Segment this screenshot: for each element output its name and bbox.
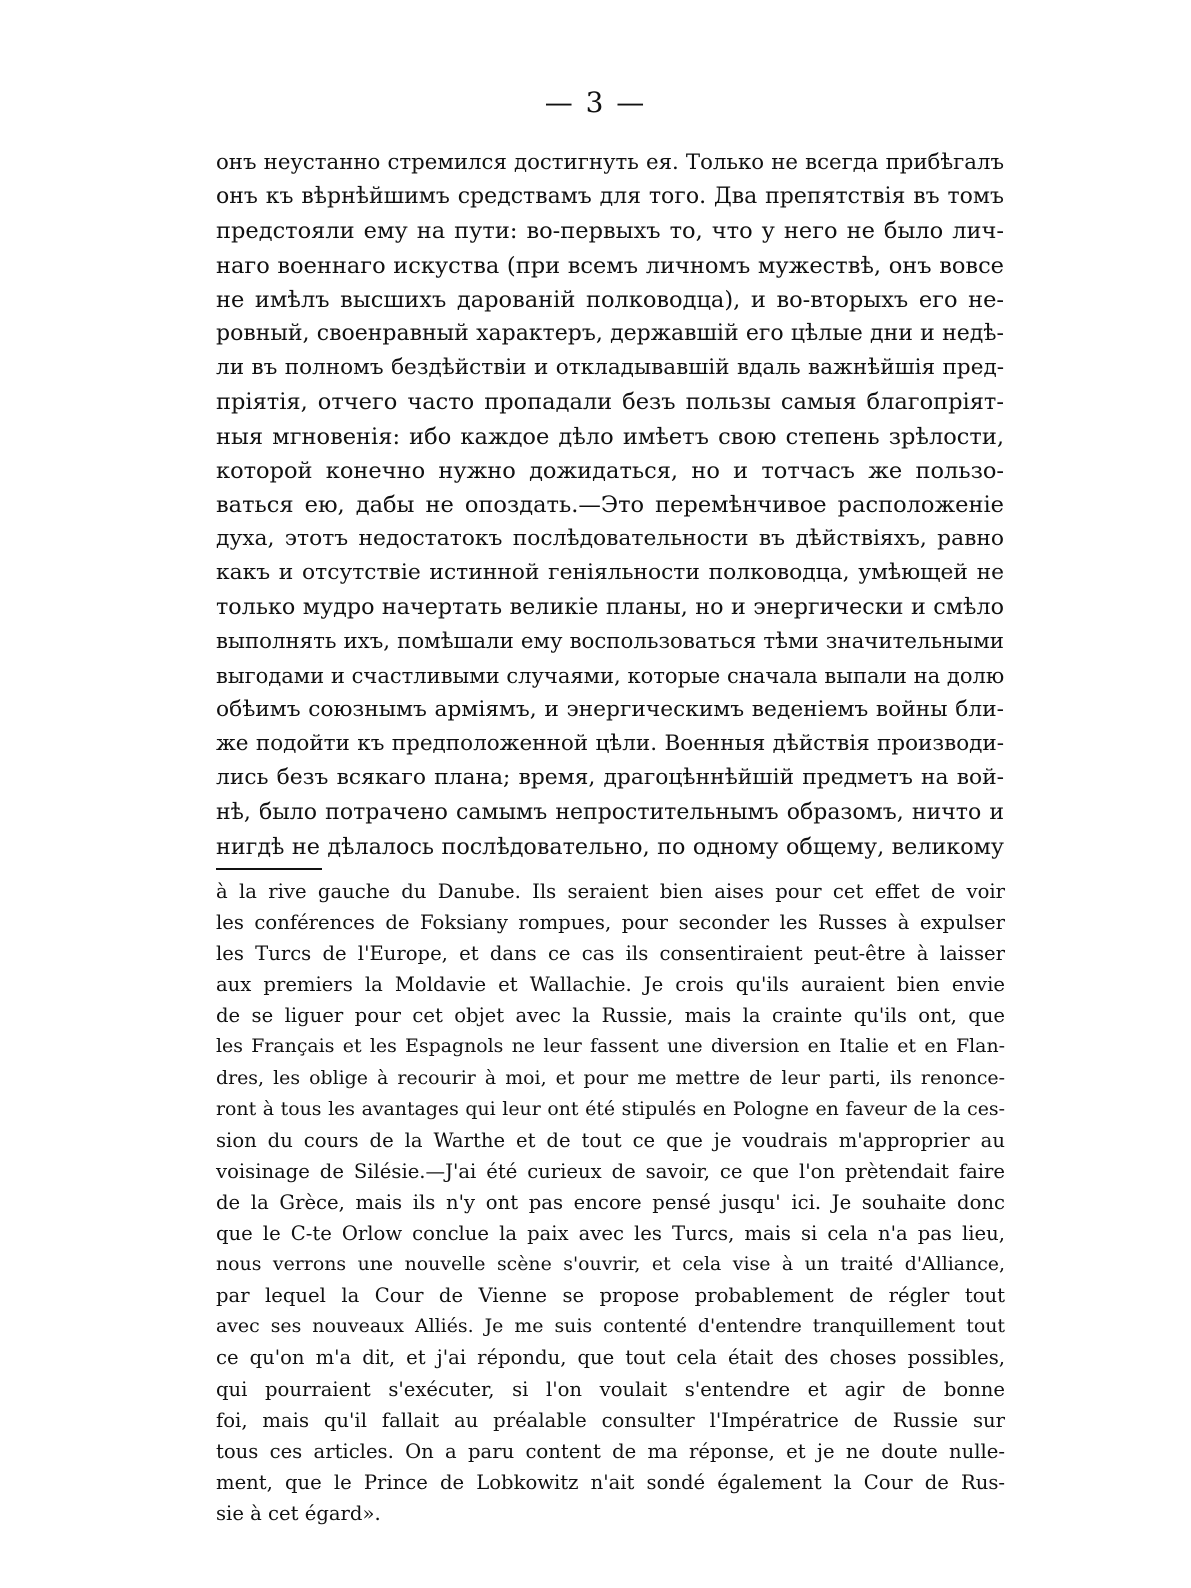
text-line: онъ къ вѣрнѣйшимъ средствамъ для того. Два препятствія въ томъ bbox=[216, 184, 1004, 210]
footnote-line: les conférences de Foksiany rompues, pour seconder les Russes à expulser bbox=[216, 911, 1005, 935]
text-line: пріятія, отчего часто пропадали безъ пользы самыя благопріят- bbox=[216, 389, 1004, 416]
text-line: ровный, своенравный характеръ, державшій его цѣлые дни и недѣ- bbox=[216, 320, 1004, 346]
footnote-line: par lequel la Cour de Vienne se propose probablement de régler tout bbox=[216, 1284, 1005, 1308]
footnote-line: qui pourraient s'exécuter, si l'on voulait s'entendre et agir de bonne bbox=[216, 1377, 1005, 1401]
page-number: — 3 — bbox=[544, 86, 647, 119]
footnote-line: sion du cours de la Warthe et de tout ce que je voudrais m'approprier au bbox=[216, 1128, 1005, 1152]
footnote-line: ce qu'on m'a dit, et j'ai répondu, que tout cela était des choses possibles, bbox=[216, 1346, 1005, 1370]
footnote-block bbox=[216, 876, 1005, 1529]
text-line: же подойти къ предположенной цѣли. Военныя дѣйствія производи- bbox=[216, 731, 1004, 757]
footnote-line: que le C-te Orlow conclue la paix avec les Turcs, mais si cela n'a pas lieu, bbox=[216, 1222, 1005, 1246]
text-line: какъ и отсутствіе истинной геніяльности полководца, умѣющей не bbox=[216, 560, 1004, 586]
text-line: ли въ полномъ бездѣйствіи и откладывавшій вдаль важнѣйшія пред- bbox=[216, 355, 1004, 381]
text-line: которой конечно нужно дожидаться, но и тотчасъ же пользо- bbox=[216, 457, 1004, 484]
text-line: наго военнаго искуства (при всемъ личномъ мужествѣ, онъ вовсе bbox=[216, 252, 1004, 279]
text-line: ныя мгновенія: ибо каждое дѣло имѣетъ свою степень зрѣлости, bbox=[216, 423, 1004, 450]
footnote-line: voisinage de Silésie.—J'ai été curieux de savoir, ce que l'on prètendait faire bbox=[216, 1159, 1005, 1183]
text-line: только мудро начертать великіе планы, но и энергически и смѣло bbox=[216, 594, 1004, 621]
text-line: выгодами и счастливыми случаями, которые сначала выпали на долю bbox=[216, 662, 1005, 688]
footnote-line: aux premiers la Moldavie et Wallachie. Je crois qu'ils auraient bien envie bbox=[216, 973, 1005, 997]
footnote-line: dres, les oblige à recourir à moi, et pour me mettre de leur parti, ils renonce- bbox=[216, 1066, 1005, 1089]
footnote-line: les Français et les Espagnols ne leur fassent une diversion en Italie et en Flan- bbox=[216, 1035, 1005, 1058]
footnote-line: foi, mais qu'il fallait au préalable consulter l'Impératrice de Russie sur bbox=[216, 1408, 1005, 1432]
main-text-block bbox=[216, 146, 1004, 864]
footnote-line: sie à cet égard». bbox=[216, 1501, 381, 1525]
footnote-line: tous ces articles. On a paru content de ma réponse, et je ne doute nulle- bbox=[216, 1439, 1005, 1463]
text-line: онъ неустанно стремился достигнуть ея. Только не всегда прибѣгалъ bbox=[216, 150, 1004, 175]
footnote-line: à la rive gauche du Danube. Ils seraient bien aises pour cet effet de voir bbox=[216, 880, 1005, 903]
footnote-line: avec ses nouveaux Alliés. Je me suis contenté d'entendre tranquillement tout bbox=[216, 1315, 1005, 1338]
text-line: духа, этотъ недостатокъ послѣдовательности въ дѣйствіяхъ, равно bbox=[216, 526, 1004, 552]
text-line: предстояли ему на пути: во-первыхъ то, что у него не было лич- bbox=[216, 218, 1004, 245]
footnote-line: de se liguer pour cet objet avec la Russie, mais la crainte qu'ils ont, que bbox=[216, 1004, 1005, 1028]
footnote-line: ront à tous les avantages qui leur ont été stipulés en Pologne en faveur de la ces- bbox=[216, 1097, 1005, 1120]
text-line: лись безъ всякаго плана; время, драгоцѣннѣйшій предметъ на вой- bbox=[216, 765, 1004, 791]
text-line: ваться ею, дабы не опоздать.—Это перемѣнчивое расположеніе bbox=[216, 491, 1004, 518]
text-line: нигдѣ не дѣлалось послѣдовательно, по одному общему, великому bbox=[216, 833, 1004, 860]
text-line: нѣ, было потрачено самымъ непростительнымъ образомъ, ничто и bbox=[216, 799, 1004, 825]
footnote-line: les Turcs de l'Europe, et dans ce cas ils consentiraient peut-être à laisser bbox=[216, 942, 1005, 966]
text-line: обѣимъ союзнымъ арміямъ, и энергическимъ веденіемъ войны бли- bbox=[216, 697, 1004, 722]
text-line: не имѣлъ высшихъ дарованій полководца), и во-вторыхъ его не- bbox=[216, 286, 1004, 313]
footnote-line: ment, que le Prince de Lobkowitz n'ait sondé également la Cour de Rus- bbox=[216, 1470, 1005, 1494]
footnote-line: nous verrons une nouvelle scène s'ouvrir, et cela vise à un traité d'Alliance, bbox=[216, 1253, 1005, 1276]
footnote-divider bbox=[216, 868, 322, 870]
text-line: выполнять ихъ, помѣшали ему воспользоваться тѣми значительными bbox=[216, 628, 1004, 654]
footnote-line: de la Grèce, mais ils n'y ont pas encore pensé jusqu' ici. Je souhaite donc bbox=[216, 1190, 1005, 1214]
